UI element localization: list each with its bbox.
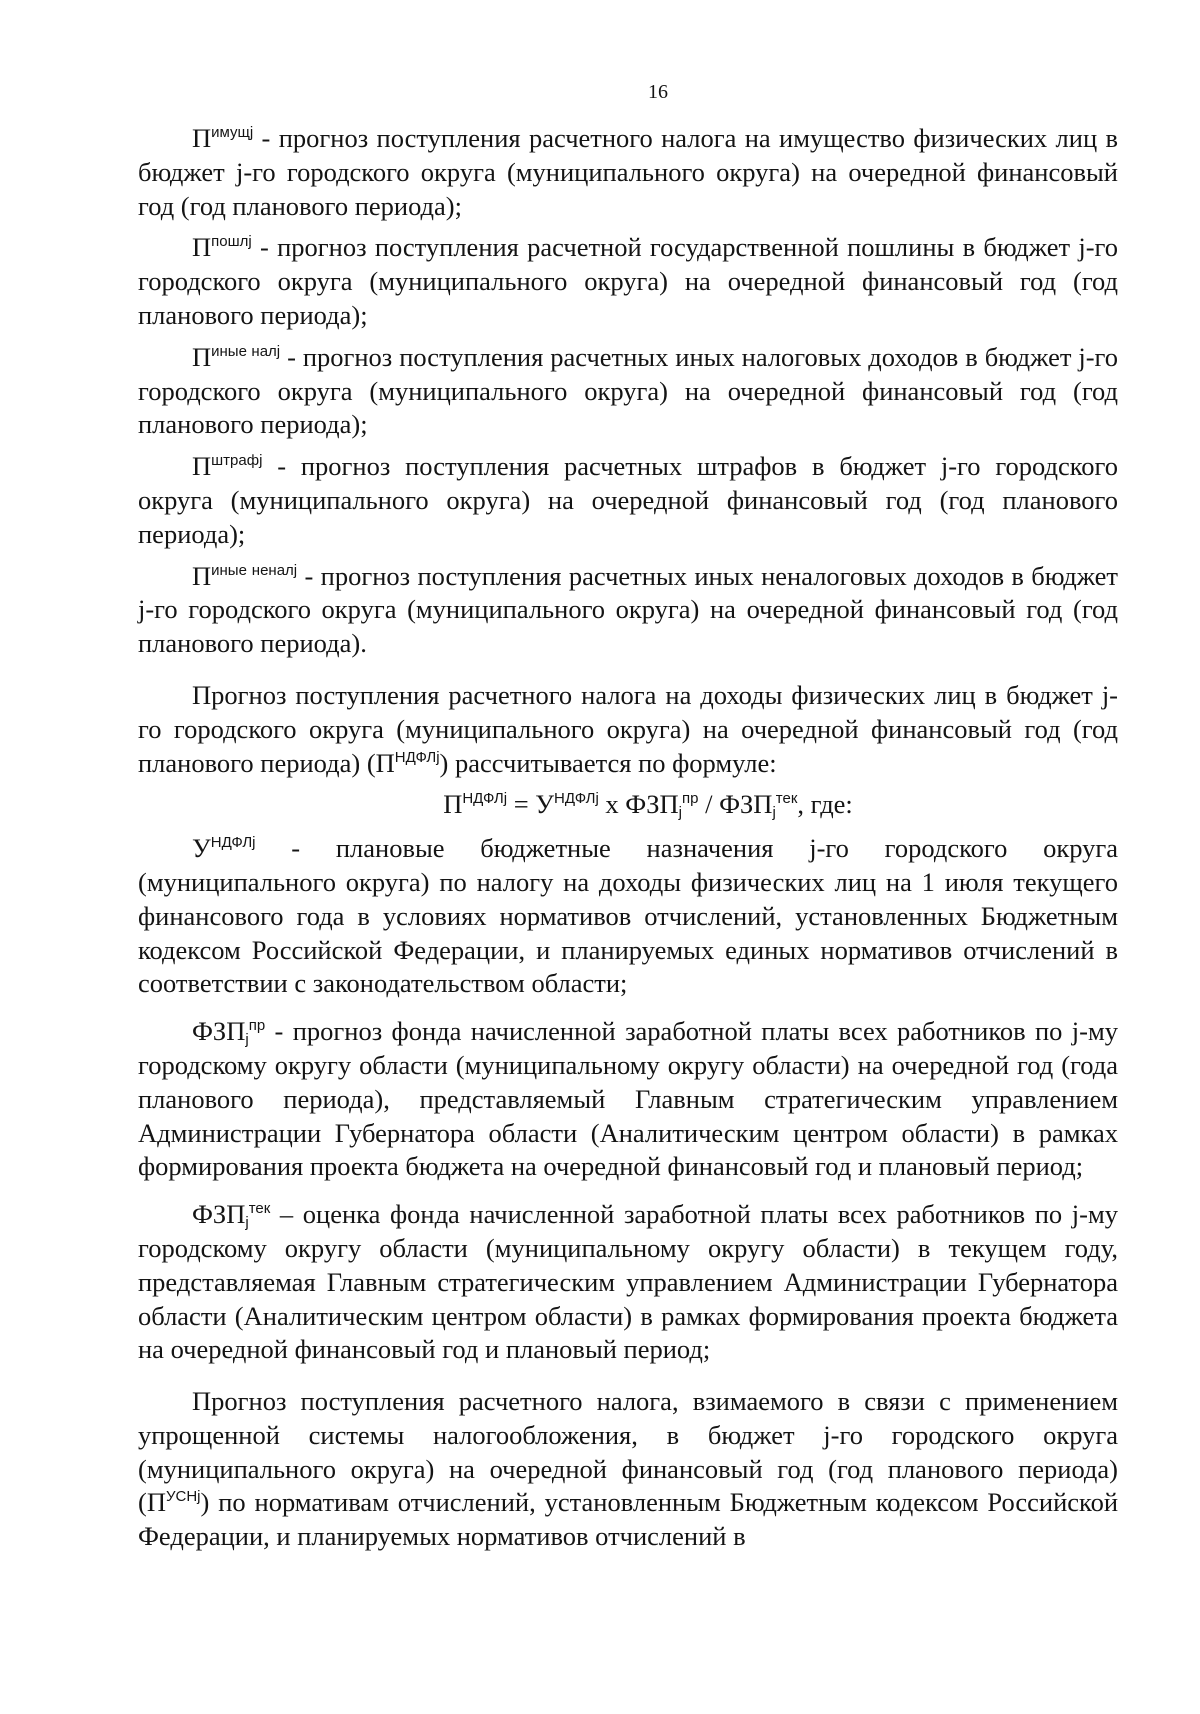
usn-before: Прогноз поступления расчетного налога, взимаемого в связи с применением упрощенной системы налогообложения, в бюджет j-го городского округа (муниципального округа) на очередной финансовый год (год планового периода) (П bbox=[138, 1386, 1118, 1518]
symbol: П bbox=[192, 560, 212, 591]
definition-text: - прогноз поступления расчетных штрафов в бюджет j-го городского округа (муниципального округа) на очередной финансовый год (год планового периода); bbox=[138, 451, 1118, 549]
definition-other-tax bbox=[138, 341, 1118, 442]
symbol: П bbox=[192, 451, 212, 482]
usn-after: ) по нормативам отчислений, установленным Бюджетным кодексом Российской Федерации, и планируемых нормативов отчислений в bbox=[138, 1487, 1118, 1552]
symbol: У bbox=[192, 833, 211, 864]
formula-div: / ФЗП bbox=[698, 789, 773, 820]
definition-payroll-current bbox=[138, 1198, 1118, 1367]
symbol-superscript: НДФЛj bbox=[210, 834, 256, 852]
definition-text: - прогноз поступления расчетных иных налоговых доходов в бюджет j-го городского округа (муниципального округа) на очередной финансовый год (год планового периода); bbox=[138, 341, 1118, 440]
symbol: ФЗП bbox=[192, 1016, 246, 1047]
definition-text: – оценка фонда начисленной заработной платы всех работников по j-му городскому округу области (муниципальному округу области) в текущем году, представляемая Главным стратегическим управлением Администрации Губернатора области (Аналитическим центром области) в рамках формирования проекта бюджета на очередной финансовый год и плановый период; bbox=[138, 1199, 1118, 1365]
definition-fines bbox=[138, 450, 1118, 551]
formula-tail: , где: bbox=[797, 789, 853, 820]
symbol-superscript: штрафj bbox=[211, 452, 263, 470]
ndfl-intro-paragraph bbox=[138, 679, 1118, 780]
symbol: П bbox=[192, 341, 212, 372]
symbol-subscript: j bbox=[245, 1214, 249, 1232]
ndfl-intro-before: Прогноз поступления расчетного налога на доходы физических лиц в бюджет j-го городского округа (муниципального округа) на очередной финансовый год (год планового периода) (П bbox=[138, 679, 1118, 778]
formula-u-superscript: НДФЛj bbox=[554, 790, 599, 808]
definition-text: - прогноз фонда начисленной заработной платы всех работников по j-му городскому округу области (муниципальному округу области) на очередной год (года планового периода), представляемый Главным стратегическим управлением Администрации Губернатора области (Аналитическим центром области) в рамках формирования проекта бюджета на очередной финансовый год и плановый период; bbox=[138, 1016, 1118, 1182]
symbol-superscript: пошлj bbox=[211, 233, 252, 251]
usn-paragraph bbox=[138, 1385, 1118, 1554]
symbol-subscript: j bbox=[245, 1031, 249, 1049]
symbol: П bbox=[192, 232, 212, 263]
formula-sup-1: пр bbox=[682, 790, 699, 808]
formula-eq: = У bbox=[507, 789, 555, 820]
ndfl-formula bbox=[178, 788, 1118, 822]
formula-lhs: П bbox=[443, 789, 463, 820]
formula-sup-2: тек bbox=[775, 790, 798, 808]
symbol-superscript: иные налj bbox=[211, 342, 281, 360]
symbol: ФЗП bbox=[192, 1199, 246, 1230]
symbol-superscript: имущj bbox=[211, 124, 254, 141]
formula-mid: х ФЗП bbox=[598, 789, 679, 820]
symbol: П bbox=[192, 123, 212, 153]
definition-text: - прогноз поступления расчетной государственной пошлины в бюджет j-го городского округа (муниципального округа) на очередной финансовый год (год планового периода); bbox=[138, 232, 1118, 330]
definition-other-nontax bbox=[138, 560, 1118, 661]
symbol-superscript: иные неналj bbox=[211, 561, 298, 579]
definition-budget-assignments bbox=[138, 832, 1118, 1001]
definition-payroll-forecast bbox=[138, 1015, 1118, 1184]
usn-superscript: УСНj bbox=[165, 1488, 201, 1506]
definition-text: - плановые бюджетные назначения j-го городского округа (муниципального округа) по налогу на доходы физических лиц на 1 июля текущего финансового года в условиях нормативов отчислений, установленных Бюджетным кодексом Российской Федерации, и планируемых единых нормативов отчислений в соответствии с законодательством области; bbox=[138, 833, 1118, 999]
ndfl-intro-superscript: НДФЛj bbox=[394, 748, 440, 766]
symbol-superscript: пр bbox=[248, 1017, 266, 1035]
formula-lhs-superscript: НДФЛj bbox=[462, 790, 508, 808]
ndfl-intro-after: ) рассчитывается по формуле: bbox=[439, 747, 777, 778]
page-number: 16 bbox=[648, 81, 668, 103]
definition-property-tax bbox=[138, 122, 1118, 223]
formula-sub-1: j bbox=[678, 804, 682, 822]
definition-state-duty bbox=[138, 231, 1118, 332]
definition-text: - прогноз поступления расчетных иных неналоговых доходов в бюджет j-го городского округа (муниципального округа) на очередной финансовый год (год планового периода). bbox=[138, 560, 1118, 659]
formula-sub-2: j bbox=[772, 804, 776, 822]
symbol-superscript: тек bbox=[248, 1200, 271, 1218]
definition-text: - прогноз поступления расчетного налога на имущество физических лиц в бюджет j-го городского округа (муниципального округа) на очередной финансовый год (год планового периода); bbox=[138, 123, 1118, 221]
